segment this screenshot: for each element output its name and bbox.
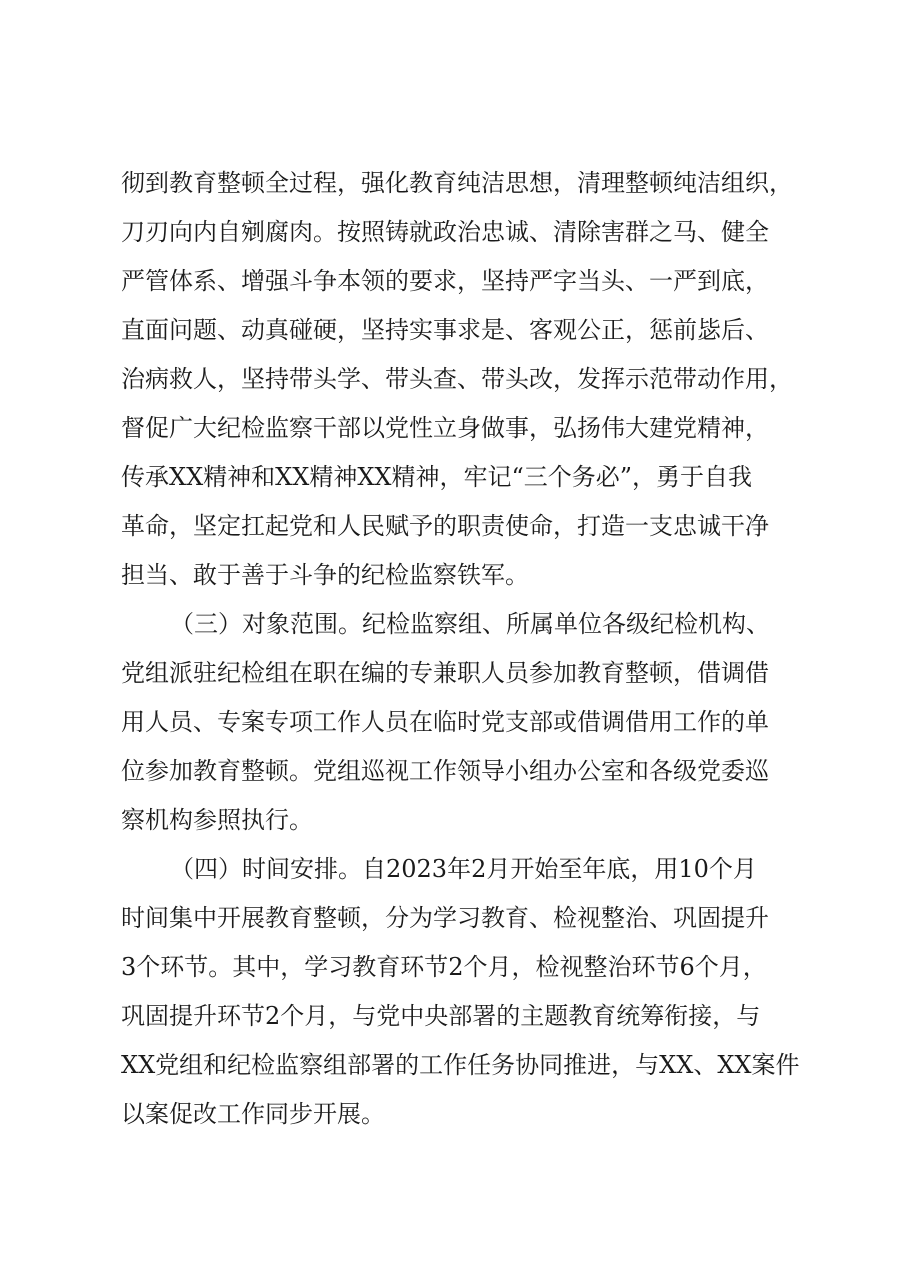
text-line: XX党组和纪检监察组部署的工作任务协同推进，与XX、XX案件: [121, 1051, 800, 1079]
text-line: 位参加教育整顿。党组巡视工作领导小组办公室和各级党委巡: [121, 757, 769, 785]
text-line: 直面问题、动真碰硬，坚持实事求是、客观公正，惩前毖后、: [121, 316, 769, 344]
text-line: 严管体系、增强斗争本领的要求，坚持严字当头、一严到底，: [121, 267, 769, 295]
text-line: 时间集中开展教育整顿，分为学习教育、检视整治、巩固提升: [121, 904, 769, 932]
text-line: 巩固提升环节2个月，与党中央部署的主题教育统筹衔接，与: [121, 1002, 761, 1030]
text-line: 以案促改工作同步开展。: [121, 1100, 385, 1128]
text-line: 刀刃向内自剜腐肉。按照铸就政治忠诚、清除害群之马、健全: [121, 218, 769, 246]
text-line: 察机构参照执行。: [121, 806, 313, 834]
text-line: 治病救人，坚持带头学、带头查、带头改，发挥示范带动作用，: [121, 365, 793, 393]
paragraph-heading-line: （三）对象范围。纪检监察组、所属单位各级纪检机构、: [170, 610, 770, 638]
text-line: 彻到教育整顿全过程，强化教育纯洁思想，清理整顿纯洁组织，: [121, 169, 793, 197]
text-line: 革命，坚定扛起党和人民赋予的职责使命，打造一支忠诚干净: [121, 512, 769, 540]
text-line: 担当、敢于善于斗争的纪检监察铁军。: [121, 561, 529, 589]
text-line: 督促广大纪检监察干部以党性立身做事，弘扬伟大建党精神，: [121, 414, 769, 442]
text-line: 用人员、专案专项工作人员在临时党支部或借调借用工作的单: [121, 708, 769, 736]
paragraph-heading-line: （四）时间安排。自2023年2月开始至年底，用10个月: [170, 855, 757, 883]
text-line: 3个环节。其中，学习教育环节2个月，检视整治环节6个月，: [121, 953, 767, 981]
text-line: 党组派驻纪检组在职在编的专兼职人员参加教育整顿，借调借: [121, 659, 769, 687]
text-line: 传承XX精神和XX精神XX精神，牢记“三个务必”，勇于自我: [121, 463, 753, 491]
